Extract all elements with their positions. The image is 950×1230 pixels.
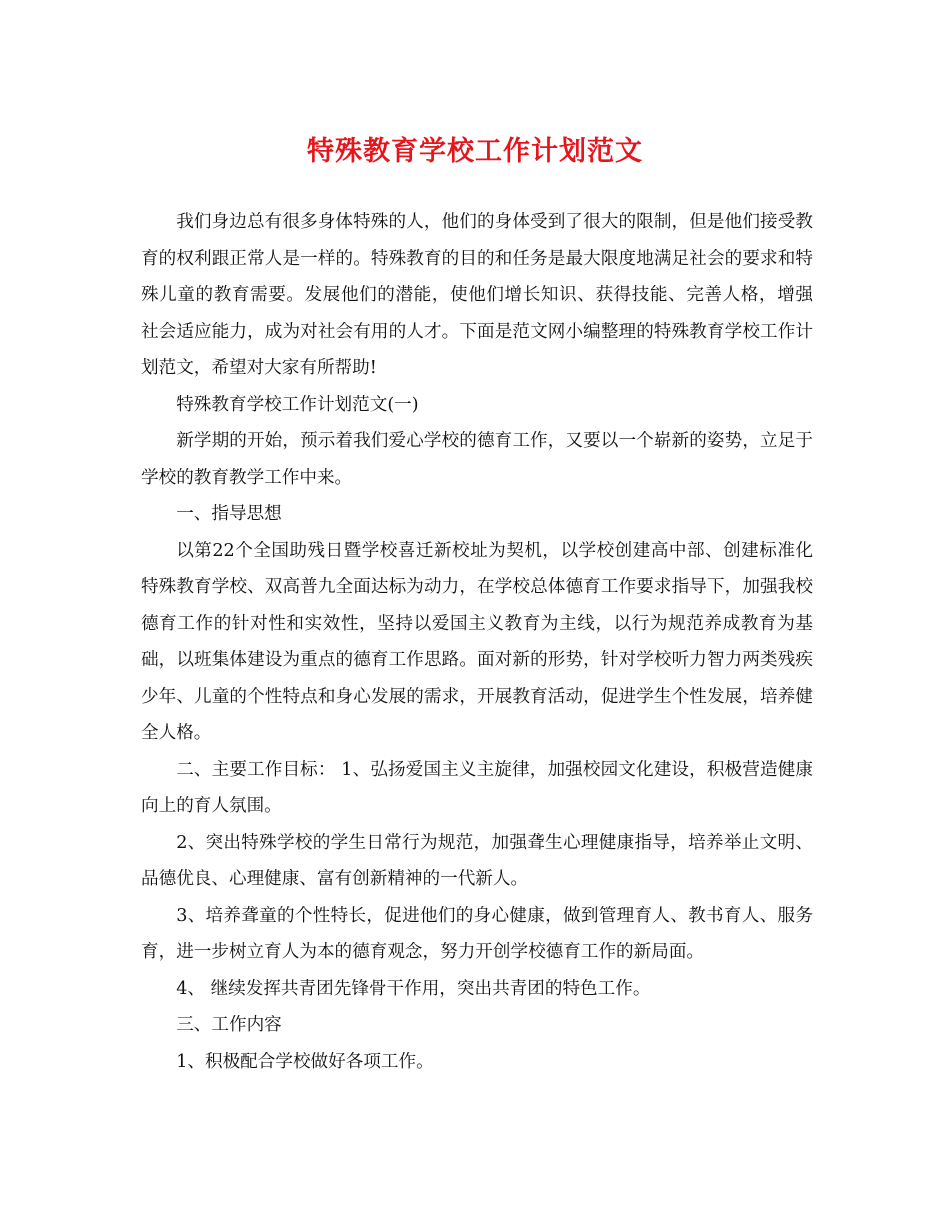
paragraph: 新学期的开始，预示着我们爱心学校的德育工作，又要以一个崭新的姿势，立足于学校的教育教学工作中来。 — [141, 431, 813, 488]
section-heading: 一、指导思想 — [176, 504, 282, 524]
paragraph: 1、积极配合学校做好各项工作。 — [176, 1051, 434, 1072]
document-body — [141, 204, 813, 1080]
paragraph: 4、 继续发挥共青团先锋骨干作用，突出共青团的特色工作。 — [176, 978, 651, 999]
paragraph: 二、主要工作目标： 1、弘扬爱国主义主旋律，加强校园文化建设，积极营造健康向上的育人氛围。 — [141, 759, 813, 816]
document-title: 特殊教育学校工作计划范文 — [307, 136, 643, 167]
paragraph: 2、突出特殊学校的学生日常行为规范，加强聋生心理健康指导，培养举止文明、品德优良、心理健康、富有创新精神的一代新人。 — [141, 832, 813, 889]
paragraph: 我们身边总有很多身体特殊的人，他们的身体受到了很大的限制，但是他们接受教育的权利跟正常人是一样的。特殊教育的目的和任务是最大限度地满足社会的要求和特殊儿童的教育需要。发展他们的潜能，使他们增长知识、获得技能、完善人格，增强 社会适应能力，成为对社会有用的人才。下面是范文网小编整理的特殊教育学校工作计划范文，希望对大家有所帮助! — [141, 212, 813, 378]
paragraph: 以第22个全国助残日暨学校喜迁新校址为契机，以学校创建高中部、创建标准化特殊教育学校、双高普九全面达标为动力，在学校总体德育工作要求指导下，加强我校德育工作的针对性和实效性，坚持以爱国主义教育为主线，以行为规范养成教育为基础，以班集体建设为重点的德育工作思路。面对新的形势，针对学校听力智力两类残疾少年、儿童的个性特点和身心发展的需求，开展教育活动，促进学生个性发展，培养健全人格。 — [141, 540, 813, 743]
paragraph: 3、培养聋童的个性特长，促进他们的身心健康，做到管理育人、教书育人、服务育，进一步树立育人为本的德育观念，努力开创学校德育工作的新局面。 — [141, 905, 813, 962]
paragraph: 特殊教育学校工作计划范文(一) — [176, 394, 419, 415]
section-heading: 三、工作内容 — [176, 1015, 282, 1035]
